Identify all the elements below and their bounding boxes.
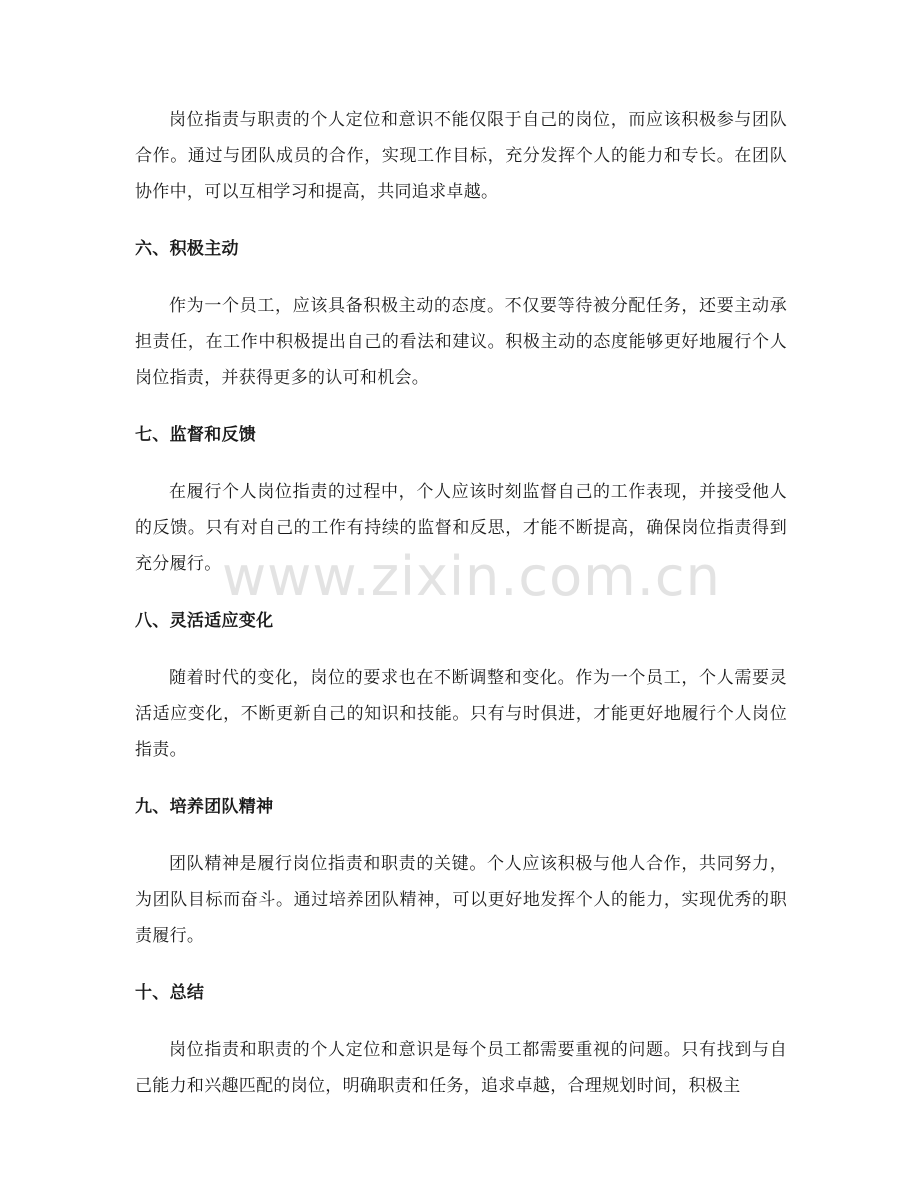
intro-paragraph: 岗位指责与职责的个人定位和意识不能仅限于自己的岗位，而应该积极参与团队合作。通过与团队成员的合作，实现工作目标，充分发挥个人的能力和专长。在团队协作中，可以互相学习和提高，共同追求卓越。 [135,110,787,202]
spacer [135,1011,787,1032]
section-paragraph-9: 团队精神是履行岗位指责和职责的关键。个人应该积极与他人合作，共同努力，为团队目标而奋斗。通过培养团队精神，可以更好地发挥个人的能力，实现优秀的职责履行。 [135,854,787,946]
spacer [135,267,787,288]
section-heading-6: 六、积极主动 [135,239,239,259]
spacer [135,396,787,417]
section-paragraph-7: 在履行个人岗位指责的过程中，个人应该时刻监督自己的工作表现，并接受他人的反馈。只有对自己的工作有持续的监督和反思，才能不断提高，确保岗位指责得到充分履行。 [135,482,787,574]
watermark: www.zixin.com.cn [222,545,721,608]
spacer [135,768,787,789]
section-heading-9: 九、培养团队精神 [135,797,274,817]
section-paragraph-10: 岗位指责和职责的个人定位和意识是每个员工都需要重视的问题。只有找到与自己能力和兴趣匹配的岗位，明确职责和任务，追求卓越，合理规划时间，积极主 [135,1040,787,1096]
section-heading-10: 十、总结 [135,983,205,1003]
spacer [135,582,787,603]
section-heading-8: 八、灵活适应变化 [135,611,274,631]
document-body [135,102,787,1104]
spacer [135,825,787,846]
section-heading-7: 七、监督和反馈 [135,425,257,445]
spacer [135,453,787,474]
spacer [135,210,787,231]
section-paragraph-8: 随着时代的变化，岗位的要求也在不断调整和变化。作为一个员工，个人需要灵活适应变化，不断更新自己的知识和技能。只有与时俱进，才能更好地履行个人岗位指责。 [135,668,787,760]
section-paragraph-6: 作为一个员工，应该具备积极主动的态度。不仅要等待被分配任务，还要主动承担责任，在工作中积极提出自己的看法和建议。积极主动的态度能够更好地履行个人岗位指责，并获得更多的认可和机会。 [135,296,787,388]
spacer [135,639,787,660]
spacer [135,954,787,975]
